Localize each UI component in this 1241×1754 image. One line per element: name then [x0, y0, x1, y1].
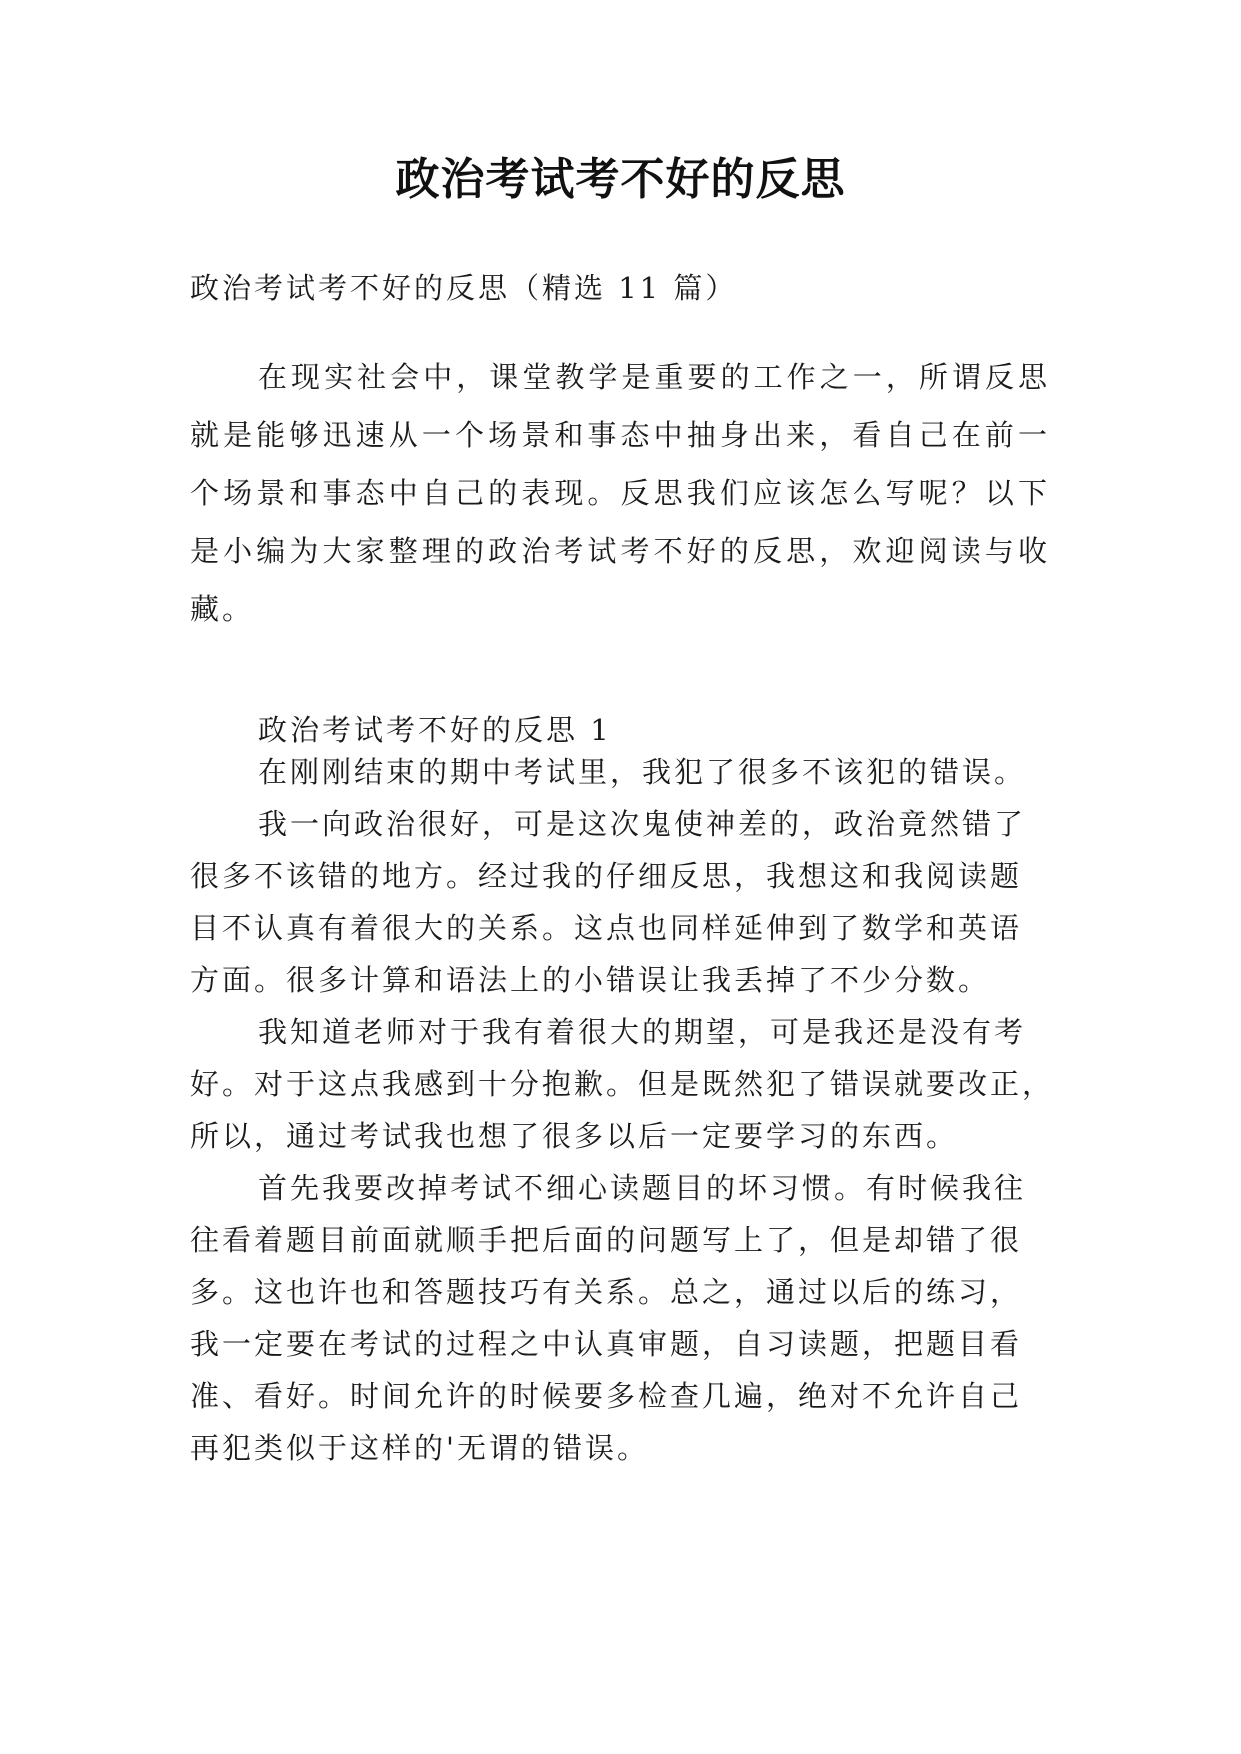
paragraph-line: 我一定要在考试的过程之中认真审题，自习读题，把题目看: [190, 1327, 1023, 1361]
paragraph-line: 我知道老师对于我有着很大的期望，可是我还是没有考: [258, 1015, 1027, 1049]
document-title: 政治考试考不好的反思: [395, 154, 846, 205]
paragraph-line: 再犯类似于这样的'无谓的错误。: [190, 1431, 649, 1465]
paragraph-line: 首先我要改掉考试不细心读题目的坏习惯。有时候我往: [258, 1171, 1027, 1205]
paragraph-line: 很多不该错的地方。经过我的仔细反思，我想这和我阅读题: [190, 859, 1023, 893]
paragraph-line: 准、看好。时间允许的时候要多检查几遍，绝对不允许自己: [190, 1379, 1023, 1413]
paragraph-line: 目不认真有着很大的关系。这点也同样延伸到了数学和英语: [190, 911, 1023, 945]
paragraph-line: 好。对于这点我感到十分抱歉。但是既然犯了错误就要改正，: [190, 1067, 1055, 1101]
section-heading: 政治考试考不好的反思 1: [258, 713, 612, 747]
document-subtitle: 政治考试考不好的反思（精选 11 篇）: [190, 271, 738, 305]
paragraph-line: 往看着题目前面就顺手把后面的问题写上了，但是却错了很: [190, 1223, 1023, 1257]
paragraph-line: 我一向政治很好，可是这次鬼使神差的，政治竟然错了: [258, 807, 1027, 841]
paragraph-line: 方面。很多计算和语法上的小错误让我丢掉了不少分数。: [190, 963, 991, 997]
intro-paragraph: 在现实社会中，课堂教学是重要的工作之一，所谓反思就是能够迅速从一个场景和事态中抽身出来，看自己在前一个场景和事态中自己的表现。反思我们应该怎么写呢？以下是小编为大家整理的政治考试考不好的反思，欢迎阅读与收藏。: [190, 360, 1050, 626]
paragraph-line: 在刚刚结束的期中考试里，我犯了很多不该犯的错误。: [258, 755, 1027, 789]
paragraph-line: 多。这也许也和答题技巧有关系。总之，通过以后的练习，: [190, 1275, 1023, 1309]
paragraph-line: 所以，通过考试我也想了很多以后一定要学习的东西。: [190, 1119, 959, 1153]
